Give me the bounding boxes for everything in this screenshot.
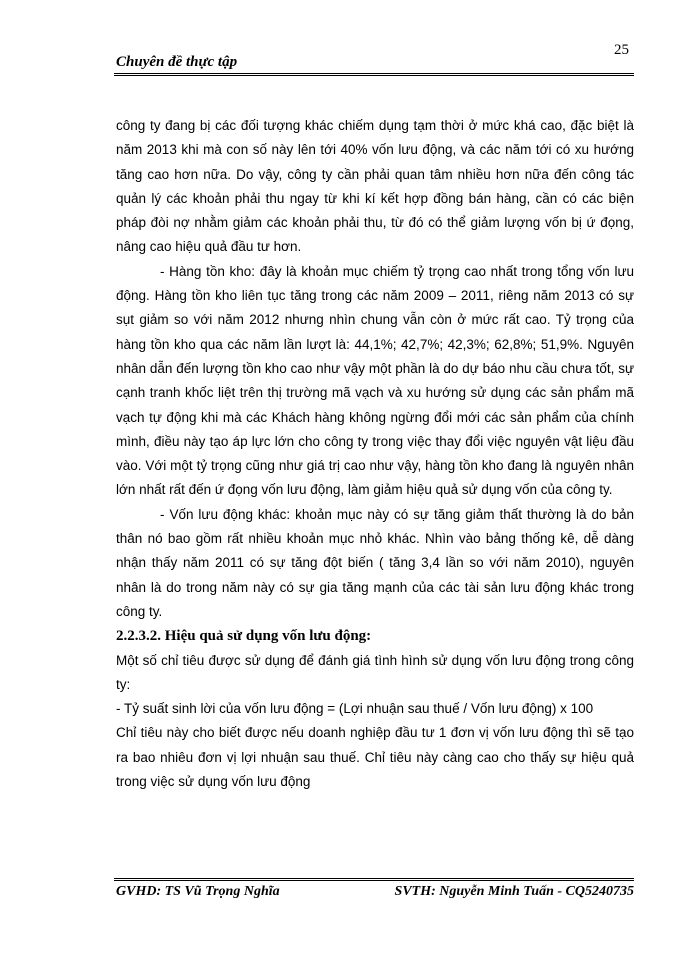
paragraph-indicator-meaning: Chỉ tiêu này cho biết được nếu doanh nghiệp đầu tư 1 đơn vị vốn lưu động thì sẽ tạo ra bao nhiêu đơn vị lợi nhuận sau thuế. Chỉ tiêu này càng cao cho thấy sự hiệu quả trong việc sử dụng vốn lưu động (116, 725, 634, 790)
header-title: Chuyên đề thực tập (116, 54, 238, 70)
page-number: 25 (614, 42, 629, 58)
footer-student: SVTH: Nguyễn Minh Tuấn - CQ5240735 (394, 884, 634, 899)
paragraph-formula: - Tỷ suất sinh lời của vốn lưu động = (Lợi nhuận sau thuế / Vốn lưu động) x 100 (116, 701, 594, 717)
paragraph-indicators-intro: Một số chỉ tiêu được sử dụng để đánh giá tình hình sử dụng vốn lưu động trong công ty: (116, 652, 634, 692)
document-body (116, 114, 634, 794)
paragraph-receivables: công ty đang bị các đối tượng khác chiếm dụng tạm thời ở mức khá cao, đặc biệt là năm 2013 khi mà con số này lên tới 40% vốn lưu động, và các năm tới có xu hướng tăng cao hơn nữa. Do vậy, công ty cần phải quan tâm nhiều hơn nữa đến công tác quản lý các khoản phải thu ngay từ khi kí kết hợp đồng bán hàng, cần có các biện pháp đòi nợ nhằm giảm các khoản phải thu, từ đó có thể giảm lượng vốn bị ứ đọng, nâng cao hiệu quả đầu tư hơn. (116, 118, 634, 255)
footer-supervisor: GVHD: TS Vũ Trọng Nghĩa (116, 884, 280, 899)
footer-divider (114, 878, 634, 881)
paragraph-other-working-capital: - Vốn lưu động khác: khoản mục này có sự tăng giảm thất thường là do bản thân nó bao gồm rất nhiều khoản mục nhỏ khác. Nhìn vào bảng thống kê, dễ dàng nhận thấy năm 2011 có sự tăng đột biến ( tăng 3,4 lần so với năm 2010), nguyên nhân là do trong năm này có sự gia tăng mạnh của các tài sản lưu động khác trong công ty. (116, 506, 634, 619)
header-divider (114, 73, 634, 76)
section-heading: 2.2.3.2. Hiệu quả sử dụng vốn lưu động: (116, 628, 372, 645)
paragraph-inventory: - Hàng tồn kho: đây là khoản mục chiếm tỷ trọng cao nhất trong tổng vốn lưu động. Hàng tồn kho liên tục tăng trong các năm 2009 – 2011, riêng năm 2013 có sự sụt giảm so với năm 2012 nhưng nhìn chung vẫn còn ở mức rất cao. Tỷ trọng của hàng tồn kho qua các năm lần lượt là: 44,1%; 42,7%; 42,3%; 62,8%; 51,9%. Nguyên nhân dẫn đến lượng tồn kho cao như vậy một phần là do dự báo nhu cầu chưa tốt, sự cạnh tranh khốc liệt trên thị trường mã vạch và xu hướng sử dụng các sản phẩm mã vạch tự động khi mà các Khách hàng không ngừng đổi mới các sản phẩm của chính mình, điều này tạo áp lực lớn cho công ty trong việc thay đổi việc nguyên vật liệu đầu vào. Với một tỷ trọng cũng như giá trị cao như vậy, hàng tồn kho đang là nguyên nhân lớn nhất rất đến ứ đọng vốn lưu động, làm giảm hiệu quả sử dụng vốn của công ty. (116, 263, 634, 498)
